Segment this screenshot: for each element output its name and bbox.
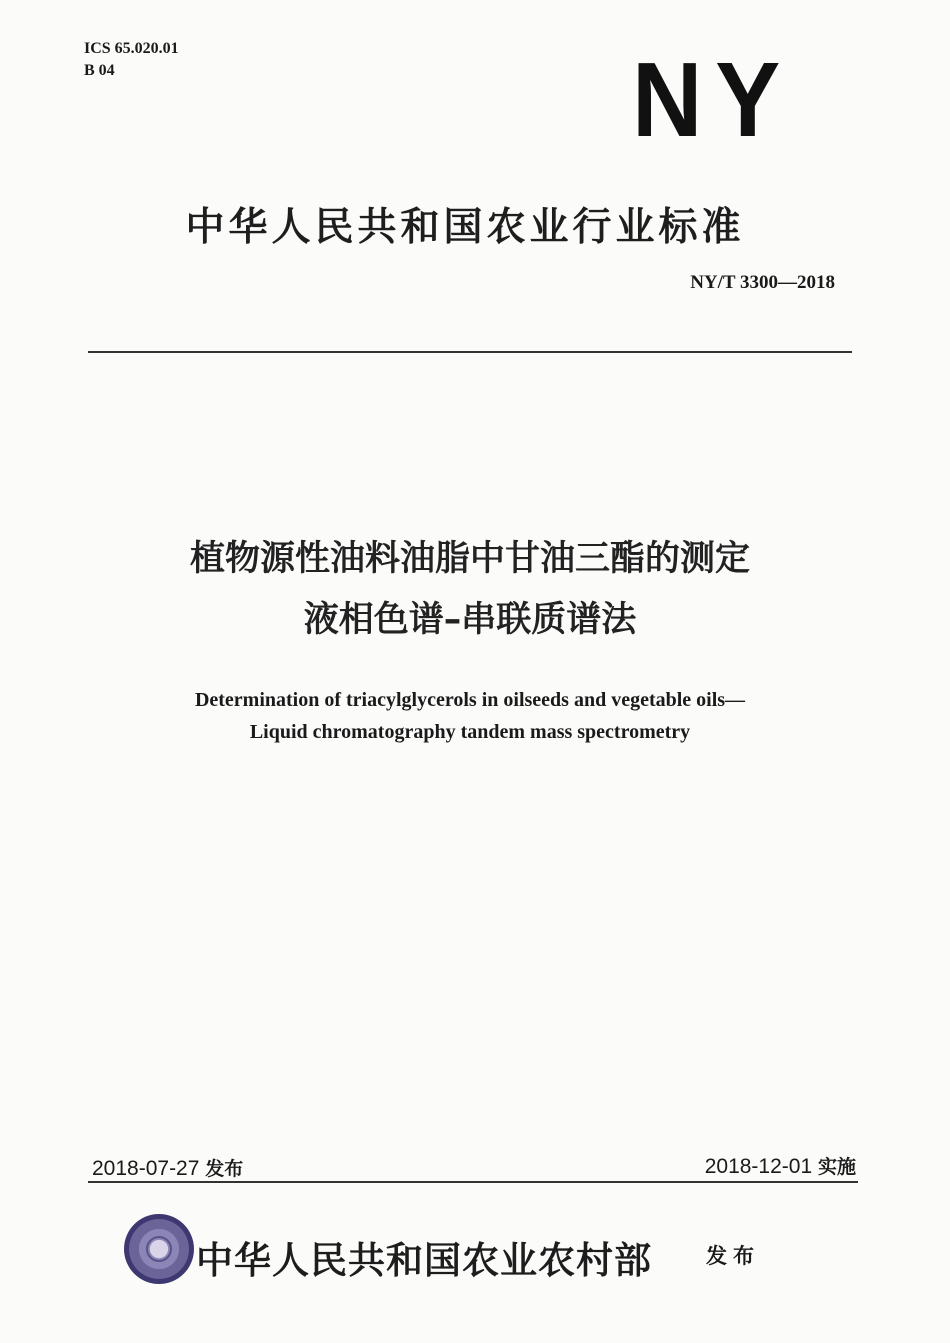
emblem-center [146,1236,172,1262]
category-code: B 04 [84,62,115,79]
ministry-emblem-icon [124,1214,194,1284]
chinese-title-line2: 液相色谱–串联质谱法 [303,600,637,640]
english-title-line2: Liquid chromatography tandem mass spectrometry [249,721,691,743]
ny-logo: NY [632,41,794,159]
issue-label: 发布 [205,1158,244,1180]
standard-type-title: 中华人民共和国农业行业标准 [185,205,745,250]
standard-code: NY/T 3300—2018 [690,272,835,293]
publish-label: 发布 [706,1244,760,1268]
english-title-line1: Determination of triacylglycerols in oilseeds and vegetable oils— [194,689,746,711]
top-divider [88,351,852,353]
issue-date-block [92,1154,243,1181]
issue-date: 2018-07-27 [92,1157,200,1180]
classification-block [84,38,179,82]
implement-date: 2018-12-01 [704,1155,813,1178]
ics-code: ICS 65.020.01 [84,40,179,57]
chinese-title-line1: 植物源性油料油脂中甘油三酯的测定 [189,539,750,579]
implement-label: 实施 [817,1156,856,1178]
bottom-divider [88,1181,858,1183]
implement-date-block [705,1152,856,1179]
ministry-name: 中华人民共和国农业农村部 [196,1239,652,1282]
